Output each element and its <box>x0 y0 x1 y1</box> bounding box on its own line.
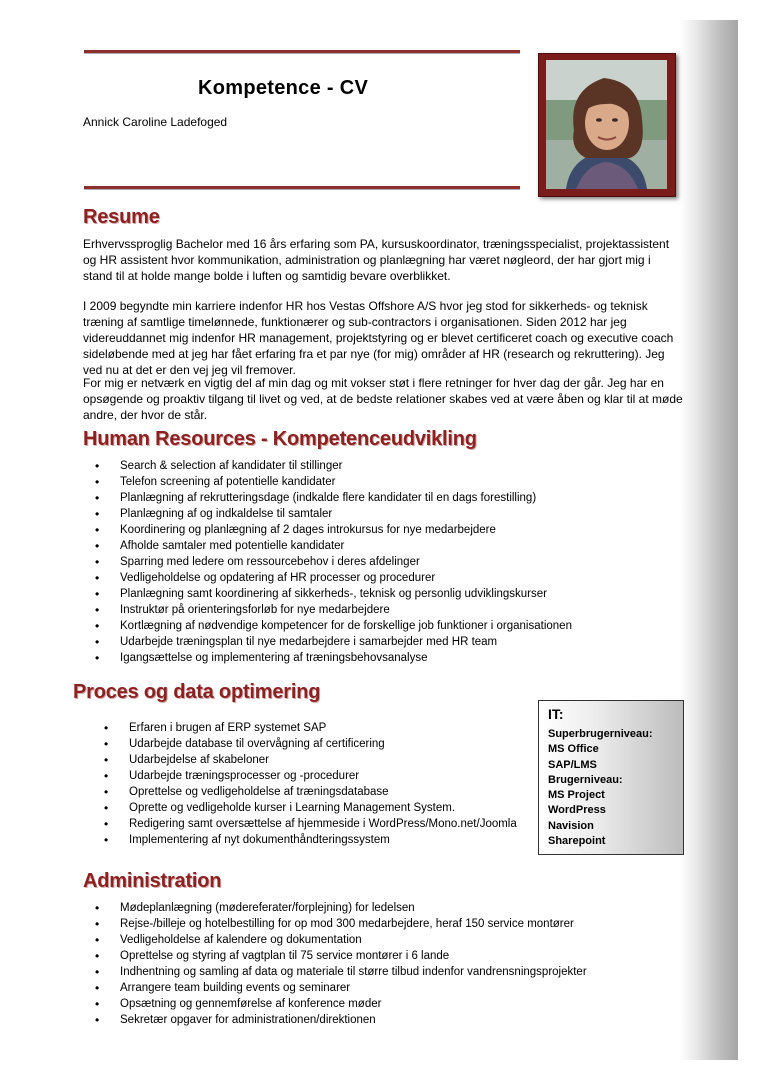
resume-paragraph-2: I 2009 begyndte min karriere indenfor HR hos Vestas Offshore A/S hvor jeg stod for sikkerheds- og teknisk træning af samtlige timelønnede, funktionærer og sub-contractors i organisationen. Siden 2012 har jeg videreuddannet mig indenfor HR management, projektstyring og er blevet certificeret coach og executive coach sideløbende med at jeg har fået erfaring fra et par nye (for mig) områder af HR (research og rekruttering). Jeg ved nu at det er den vej jeg vil fremover. <box>83 299 674 377</box>
header-rule-bottom <box>84 186 520 190</box>
list-item: • Mødeplanlægning (mødereferater/forplejning) for ledelsen <box>120 900 587 916</box>
list-item: • Instruktør på orienteringsforløb for nye medarbejdere <box>120 602 572 618</box>
it-line: Superbrugerniveau: <box>548 728 653 740</box>
resume-paragraph-3: For mig er netværk en vigtig del af min dag og mit vokser støt i flere retninger for hver dag der går. Jeg har en opsøgende og proaktiv tilgang til livet og ved, at de bedste relationer skabes ved at være åben og klar til at møde andre, der hvor de står. <box>83 376 683 422</box>
header-rule-top <box>84 50 520 54</box>
it-line: Navision <box>548 819 594 832</box>
list-item: • Igangsættelse og implementering af træningsbehovsanalyse <box>120 650 572 666</box>
page-title: Kompetence - CV <box>198 77 369 99</box>
proces-heading: Proces og data optimering <box>73 681 321 703</box>
list-item: • Arrangere team building events og seminarer <box>120 980 587 996</box>
resume-heading: Resume <box>83 206 160 228</box>
list-item: • Rejse-/billeje og hotelbestilling for op mod 300 medarbejdere, heraf 150 service montører <box>120 916 587 932</box>
it-list <box>548 727 653 849</box>
list-item: • Sekretær opgaver for administrationen/direktionen <box>120 1012 587 1028</box>
person-name: Annick Caroline Ladefoged <box>83 115 228 129</box>
list-item: • Implementering af nyt dokumenthåndteringssystem <box>129 832 517 848</box>
it-line: MS Project <box>548 789 605 802</box>
list-item: • Oprettelse og styring af vagtplan til 75 service montører i 6 lande <box>120 948 587 964</box>
resume-paragraph-1: Erhvervssproglig Bachelor med 16 års erfaring som PA, kursuskoordinator, træningsspecialist, projektassistent og HR assistent hvor kommunikation, administration og planlægning har været nøgleord, der har gjort mig i stand til at holde mange bolde i luften og samtidig bevare overblikket. <box>83 237 670 283</box>
list-item: • Planlægning af og indkaldelse til samtaler <box>120 506 572 522</box>
side-gradient-bar <box>680 20 738 1060</box>
it-line: MS Office <box>548 743 599 756</box>
list-item: • Redigering samt oversættelse af hjemmeside i WordPress/Mono.net/Joomla <box>129 816 517 832</box>
list-item: • Oprettelse og vedligeholdelse af træningsdatabase <box>129 784 517 800</box>
list-item: • Kortlægning af nødvendige kompetencer for de forskellige job funktioner i organisationen <box>120 618 572 634</box>
it-skills-box <box>538 700 684 855</box>
list-item: • Vedligeholdelse af kalendere og dokumentation <box>120 932 587 948</box>
list-item: • Indhentning og samling af data og materiale til større tilbud indenfor vandrensningsprojekter <box>120 964 587 980</box>
list-item: • Udarbejde træningsplan til nye medarbejdere i samarbejder med HR team <box>120 634 572 650</box>
hr-list <box>120 458 572 666</box>
list-item: • Oprette og vedligeholde kurser i Learning Management System. <box>129 800 517 816</box>
profile-photo <box>546 60 667 189</box>
list-item: • Koordinering og planlægning af 2 dages introkursus for nye medarbejdere <box>120 522 572 538</box>
list-item: • Vedligeholdelse og opdatering af HR processer og procedurer <box>120 570 572 586</box>
list-item: • Udarbejde træningsprocesser og -procedurer <box>129 768 517 784</box>
list-item: • Planlægning samt koordinering af sikkerheds-, teknisk og personlig udviklingskurser <box>120 586 572 602</box>
list-item: • Search & selection af kandidater til stillinger <box>120 458 572 474</box>
list-item: • Telefon screening af potentielle kandidater <box>120 474 572 490</box>
it-line: Brugerniveau: <box>548 773 623 786</box>
proces-list <box>129 720 517 848</box>
it-line: SAP/LMS <box>548 758 597 771</box>
profile-photo-frame <box>538 53 676 197</box>
admin-heading: Administration <box>83 870 222 892</box>
list-item: • Opsætning og gennemførelse af konference møder <box>120 996 587 1012</box>
it-line: WordPress <box>548 804 606 817</box>
list-item: • Planlægning af rekrutteringsdage (indkalde flere kandidater til en dags forestilling) <box>120 490 572 506</box>
it-title: IT: <box>548 706 564 722</box>
list-item: • Udarbejdelse af skabeloner <box>129 752 517 768</box>
it-line: Sharepoint <box>548 835 606 848</box>
list-item: • Erfaren i brugen af ERP systemet SAP <box>129 720 517 736</box>
list-item: • Afholde samtaler med potentielle kandidater <box>120 538 572 554</box>
list-item: • Udarbejde database til overvågning af certificering <box>129 736 517 752</box>
admin-list <box>120 900 587 1028</box>
hr-heading: Human Resources - Kompetenceudvikling <box>83 428 477 450</box>
list-item: • Sparring med ledere om ressourcebehov i deres afdelinger <box>120 554 572 570</box>
